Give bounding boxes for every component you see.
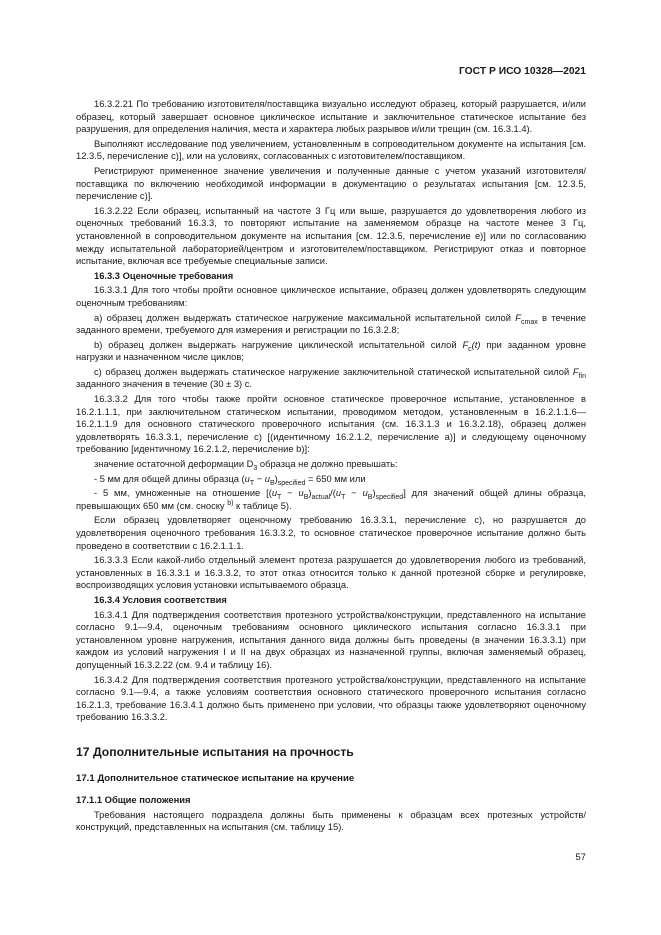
- deformation-requirement: значение остаточной деформации $D_3$ образца не должно превышать:: [94, 459, 398, 472]
- paragraph-16-3-2-22: 16.3.2.22 Если образец, испытанный на частоте 3 Гц или выше, разрушается до удовлетворения любого из оценочных требований 16.3.3, то повторяют испытание на заменяемом образце на частоте менее 3 Гц, установленной в сопроводительном документе на испытания [см. 12.3.5, перечисление е)] или по согласованию между испытательной лабораторией/центром и изготовителем/поставщиком. Регистрируют отказ и повторное испытание, включая все требуемые специальные записи.: [76, 205, 586, 267]
- paragraph-16-3-3-3: 16.3.3.3 Если какой-либо отдельный элемент протеза разрушается до удовлетворения любого из требований, установленных в 16.3.3.1 и 16.3.3.2, то этот отказ относится только к данной протезной сборке и регулировке, воспроизводящих условия установки испытываемого образца.: [76, 555, 586, 591]
- subheading-16-3-3: 16.3.3 Оценочные требования: [94, 270, 234, 281]
- paragraph-17-1-1: Требования настоящего подраздела должны быть применены к образцам всех протезных устройств/конструкций, представленных на испытания (см. таблицу 15).: [76, 809, 586, 833]
- paragraph-16-3-3-2: 16.3.3.2 Для того чтобы также пройти основное статическое проверочное испытание, установленное в 16.2.1.1.1, при заключительном статическом испытании, проводимом методом, установленным в 16.2.1.1.6—16.2.1.1.9 для основного статического проверочного испытания (см. 16.3.1.3 и 16.3.2.18), образец должен удовлетворять 16.3.3.1, перечисление с) [(идентичному 16.2.1.2, перечисление а)] и следующему оценочному требованию [идентичному 16.2.1.2, перечисление b)]:: [76, 394, 586, 455]
- list-item-b: b) образец должен выдержать нагружение циклической испытательной силой $F_c(t)$ при заданном уровне нагрузки и назначенном числе циклов;: [76, 339, 586, 363]
- document-body: [76, 98, 586, 836]
- list-item-c: с) образец должен выдержать статическое нагружение заключительной статической испытательной силой $F_{fin}$ заданного значения в течение (30 ± 3) с.: [76, 366, 586, 390]
- paragraph-magnification: Выполняют исследование под увеличением, установленным в сопроводительном документе на испытания [см. 12.3.5, перечисление с)], или на условиях, согласованных с изготовителем/поставщиком.: [76, 138, 586, 162]
- paragraph-16-3-2-21: 16.3.2.21 По требованию изготовителя/поставщика визуально исследуют образец, который разрушается, и/или образец, который завершает основное циклическое испытание и заключительное статическое испытание без разрушения, для определения наличия, места и характера любых разрывов и/или трещин (см. 16.3.1.4).: [76, 99, 586, 135]
- subsection-heading-17-1-1: 17.1.1 Общие положения: [76, 794, 191, 806]
- list-item-a: a) образец должен выдержать статическое нагружение максимальной испытательной силой $F_{cmax}$ в течение заданного времени, требуемого для измерения и регистрации по 16.3.2.8;: [76, 312, 587, 336]
- dash-item-2: - 5 мм, умноженные на отношение $[(u_T - u_B)_{actual}/(u_T - u_B)_{specified}]$ для значений общей длины образца, превышающих 650 мм (см. сноску $^{b)}$ к таблице 5).: [76, 488, 586, 511]
- page-number: 57: [575, 852, 586, 863]
- paragraph-if-sample: Если образец удовлетворяет оценочному требованию 16.3.3.1, перечисление с), но разрушается до удовлетворения оценочного требования 16.3.3.2, то основное статическое проверочное испытание должно быть проведено в соответствии с 16.2.1.1.1.: [76, 515, 586, 551]
- section-heading-17-1: 17.1 Дополнительное статическое испытание на кручение: [76, 772, 355, 784]
- dash-item-1: - 5 мм для общей длины образца $(u_T - u_B)_{specified} = 650$ мм или: [94, 473, 366, 487]
- paragraph-registration: Регистрируют примененное значение увеличения и полученные данные с учетом указаний изготовителя/поставщика по включению необходимой информации в документацию о результатах испытания [см. 12.3.5, перечисление с)].: [76, 165, 586, 202]
- paragraph-16-3-4-1: 16.3.4.1 Для подтверждения соответствия протезного устройства/конструкции, представленного на испытание согласно 9.1—9.4, оценочным требованиям основного циклического испытания согласно 16.3.3.1 при установленном уровне нагружения, испытания данного вида должны быть проведены (в значении 16.3.3.1) при каждом из условий нагружения I и II на двух образцах из назначенной группы, включая заменяемый образец, допущенный 16.3.2.22 (см. 9.4 и таблицу 16).: [76, 609, 586, 670]
- paragraph-16-3-4-2: 16.3.4.2 Для подтверждения соответствия протезного устройства/конструкции, представленного на испытание согласно 9.1—9.4, а также условиям соответствия основного статического проверочного испытания согласно 16.2.1.3, требование 16.3.4.1 должно быть применено при условии, что образцы также удовлетворяют оценочному требованию 16.3.3.2.: [76, 674, 586, 723]
- paragraph-16-3-3-1: 16.3.3.1 Для того чтобы пройти основное циклическое испытание, образец должен удовлетворять следующим оценочным требованиям:: [76, 285, 586, 308]
- subheading-16-3-4: 16.3.4 Условия соответствия: [94, 594, 227, 605]
- chapter-heading-17: 17 Дополнительные испытания на прочность: [76, 744, 354, 759]
- document-id-header: ГОСТ Р ИСО 10328—2021: [458, 66, 586, 77]
